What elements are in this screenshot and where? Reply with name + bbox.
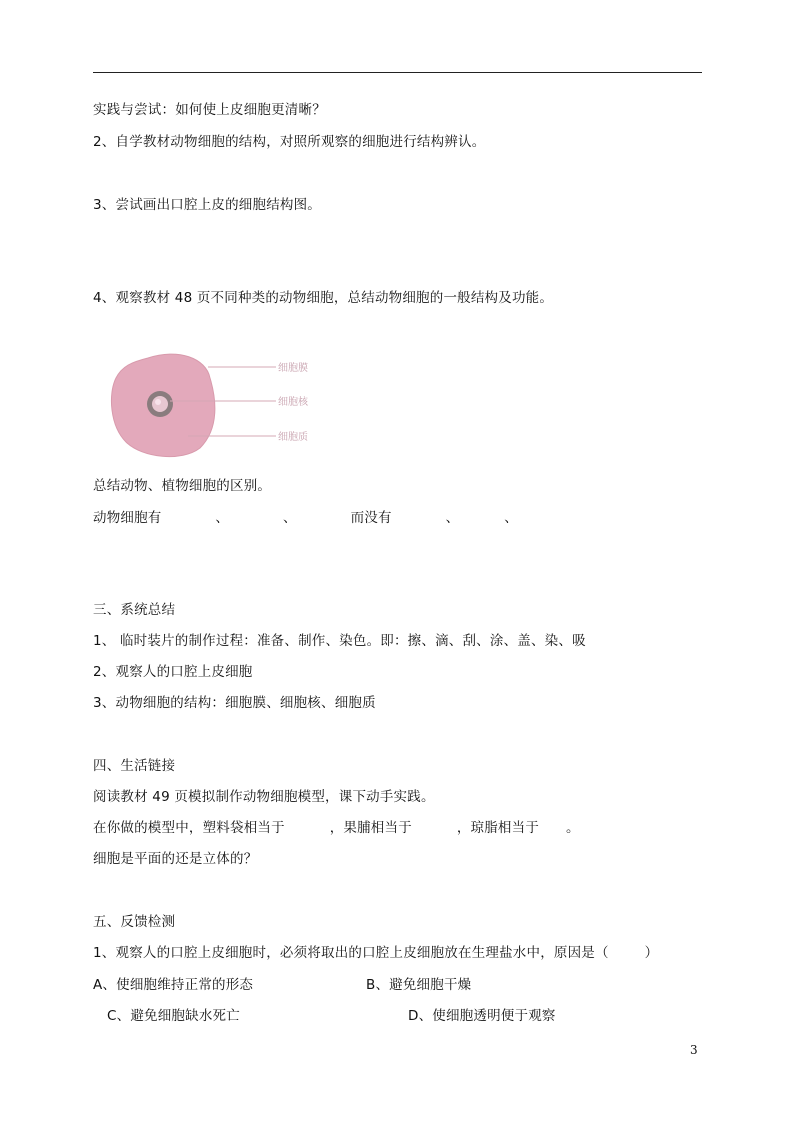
section-3-title: 三、系统总结 (93, 602, 176, 618)
label-cytoplasm: 细胞质 (278, 432, 308, 443)
feedback-question-1: 1、观察人的口腔上皮细胞时，必须将取出的口腔上皮细胞放在生理盐水中，原因是（ ） (93, 945, 659, 961)
page-number: 3 (690, 1043, 698, 1057)
model-question: 在你做的模型中，塑料袋相当于 ，果脯相当于 ，琼脂相当于 。 (93, 820, 580, 836)
section-4-title: 四、生活链接 (93, 758, 176, 774)
question-2: 2、自学教材动物细胞的结构，对照所观察的细胞进行结构辨认。 (93, 134, 486, 150)
practice-question: 实践与尝试：如何使上皮细胞更清晰？ (93, 102, 326, 118)
option-c: C、避免细胞缺水死亡 (107, 1008, 240, 1024)
option-d: D、使细胞透明便于观察 (408, 1008, 556, 1024)
section-5-title: 五、反馈检测 (93, 914, 176, 930)
flat-or-3d-question: 细胞是平面的还是立体的？ (93, 851, 258, 867)
option-a: A、使细胞维持正常的形态 (93, 977, 254, 993)
summary-item-1: 1、 临时装片的制作过程：准备、制作、染色。即：擦、滴、刮、涂、盖、染、吸 (93, 633, 586, 649)
summary-item-2: 2、观察人的口腔上皮细胞 (93, 664, 253, 680)
animal-cell-diagram (108, 350, 338, 462)
label-membrane: 细胞膜 (278, 363, 308, 374)
label-nucleus: 细胞核 (278, 397, 308, 408)
summary-item-3: 3、动物细胞的结构：细胞膜、细胞核、细胞质 (93, 695, 376, 711)
header-rule (93, 72, 702, 73)
summary-difference: 总结动物、植物细胞的区别。 (93, 478, 272, 494)
nucleolus-shape (155, 399, 161, 405)
reading-task: 阅读教材 49 页模拟制作动物细胞模型，课下动手实践。 (93, 789, 435, 805)
animal-has-blanks: 动物细胞有 、 、 而没有 、 、 (93, 510, 518, 526)
option-b: B、避免细胞干燥 (366, 977, 472, 993)
question-4: 4、观察教材 48 页不同种类的动物细胞，总结动物细胞的一般结构及功能。 (93, 290, 554, 306)
question-3: 3、尝试画出口腔上皮的细胞结构图。 (93, 197, 321, 213)
